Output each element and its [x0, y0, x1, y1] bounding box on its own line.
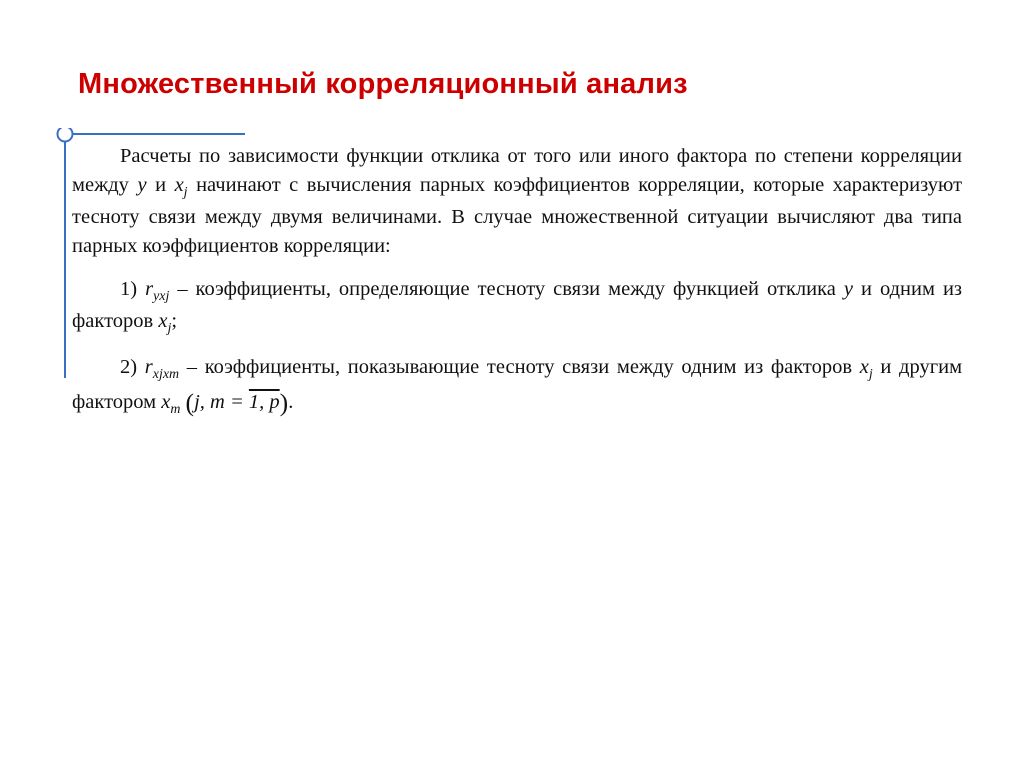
list-item-1-marker: 1)	[120, 278, 138, 301]
page-title: Множественный корреляционный анализ	[78, 68, 688, 100]
list-item	[72, 275, 962, 339]
intro-text-part-1: Расчеты по зависимости функции отклика от того или иного фактора по степени корреляции между	[72, 145, 962, 197]
list-item-2-variable-xm: x	[161, 390, 171, 413]
coefficient-rxx-subscript-x: x	[152, 367, 159, 383]
coefficient-rxx-symbol: r	[144, 355, 153, 378]
coefficient-r-symbol: r	[145, 278, 154, 301]
list-item-1-text-1: – коэффициенты, определяющие тесноту связи между функцией отклика	[177, 278, 836, 301]
list-item-2-text-3: .	[288, 390, 294, 413]
slide-body	[72, 142, 962, 421]
conjunction-and: и	[155, 174, 167, 197]
list-item-2-text-1: – коэффициенты, показывающие тесноту связи между одним из факторов	[186, 355, 853, 378]
intro-text-part-2: начинают с вычисления парных коэффициентов корреляции, которые характеризуют тесноту связи между двумя величинами. В случае множественной ситуации вычисляют два типа парных коэффициентов корреляции:	[72, 174, 963, 258]
list-item-2-variable-x-subscript: j	[868, 367, 873, 383]
coefficient-rxx-subscript-j: j	[158, 367, 163, 383]
list-item-2-text-2: и другим фактором	[72, 355, 963, 413]
list-item-1-variable-x-subscript: j	[167, 321, 172, 337]
coefficient-rxx-subscript-m: m	[169, 367, 180, 383]
list-item-2-variable-x: x	[859, 355, 869, 378]
formula-paren-open: (	[185, 387, 195, 417]
coefficient-r-subscript-2: j	[165, 289, 170, 305]
formula-index-range-label: j, m =	[194, 390, 244, 413]
variable-x: x	[174, 174, 184, 197]
variable-x-subscript: j	[183, 185, 188, 201]
list-item-1-text-3: ;	[171, 310, 178, 333]
formula-paren-close: )	[279, 387, 289, 417]
list-item-2-marker: 2)	[120, 355, 138, 378]
formula-index-range-value: 1, p	[248, 390, 280, 413]
coefficient-rxx-subscript-x2: x	[162, 367, 169, 383]
list-item	[72, 353, 962, 421]
intro-paragraph	[72, 142, 962, 261]
list-item-1-variable-x: x	[158, 310, 168, 333]
list-item-1-variable-y: y	[843, 278, 853, 301]
list-item-2-variable-xm-subscript: m	[170, 401, 181, 417]
coefficient-r-subscript: yx	[153, 289, 166, 305]
list-item-1-text-2: и одним из факторов	[72, 278, 963, 333]
variable-y: y	[137, 174, 147, 197]
